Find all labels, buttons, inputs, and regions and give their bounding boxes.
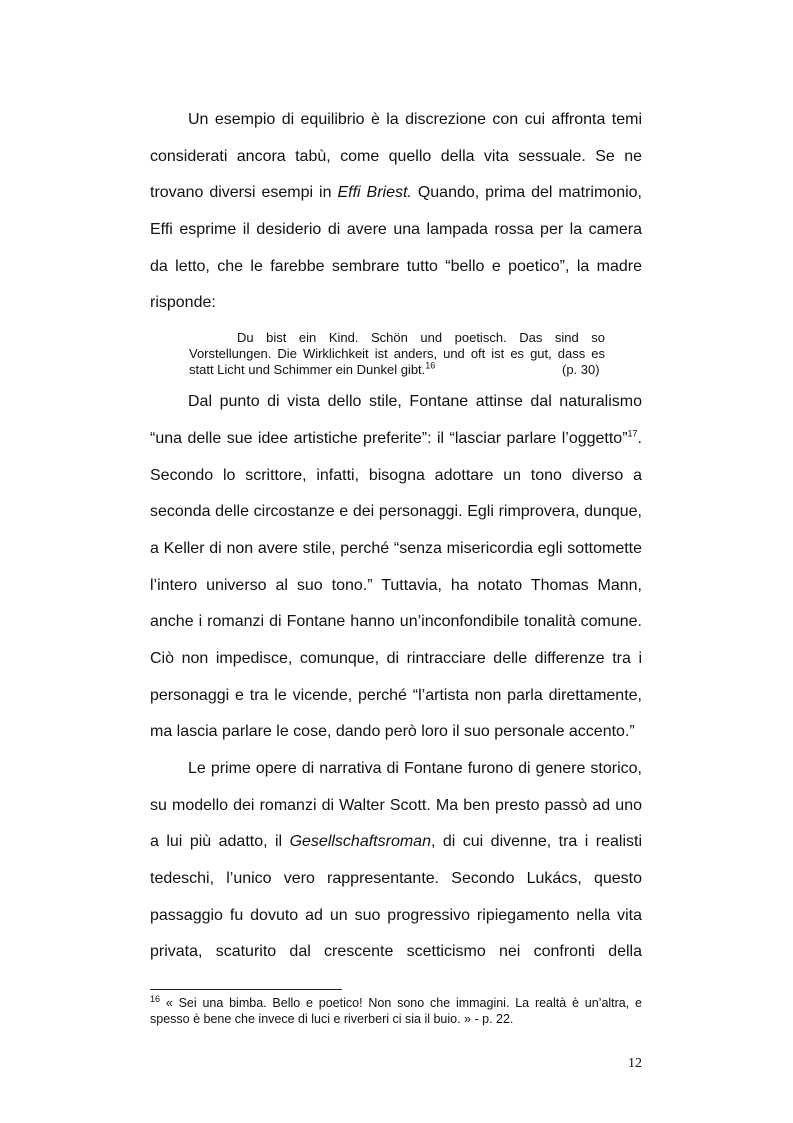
text-line: da letto, che le farebbe sembrare tutto “bello e poetico”, la madre [150, 258, 642, 275]
text-line: Le prime opere di narrativa di Fontane furono di genere storico, [188, 760, 642, 777]
text-line: risponde: [150, 294, 216, 311]
page-number: 12 [628, 1056, 642, 1071]
footnote-number: 16 [150, 993, 161, 1004]
text-line: Dal punto di vista dello stile, Fontane attinse dal naturalismo [188, 393, 642, 410]
quote-line: Vorstellungen. Die Wirklichkeit ist anders, und oft ist es gut, dass es [189, 346, 605, 361]
quote-line: statt Licht und Schimmer ein Dunkel gibt.$^{16}$ [189, 360, 436, 377]
text-line: Effi esprime il desiderio di avere una lampada rossa per la camera [150, 221, 642, 238]
text-line: a lui più adatto, il Gesellschaftsroman, di cui divenne, tra i realisti [150, 833, 642, 850]
footnote-line: spesso è bene che invece di luci e riverberi ci sia il buio. » - p. 22. [150, 1012, 514, 1026]
text-line: considerati ancora tabù, come quello della vita sessuale. Se ne [150, 148, 642, 165]
text-line: Un esempio di equilibrio è la discrezione con cui affronta temi [188, 111, 642, 128]
text-line: su modello dei romanzi di Walter Scott. Ma ben presto passò ad uno [150, 797, 642, 814]
footnote-ref-17[interactable]: 17 [627, 428, 638, 439]
text-line: Secondo lo scrittore, infatti, bisogna adottare un tono diverso a [150, 467, 642, 484]
quote-source: (p. 30) [562, 362, 600, 377]
text-line: seconda delle circostanze e dei personaggi. Egli rimprovera, dunque, [150, 503, 642, 520]
text-line: Ciò non impedisce, comunque, di rintracciare delle differenze tra i [150, 650, 642, 667]
book-title-effi-briest: Effi Briest. [337, 184, 412, 201]
text-line: “una delle sue idee artistiche preferite”: il “lasciar parlare l’oggetto”$^{17}$. [150, 428, 642, 447]
text-line: l’intero universo al suo tono.” Tuttavia, ha notato Thomas Mann, [150, 577, 642, 594]
text-line: ma lascia parlare le cose, dando però loro il suo personale accento.” [150, 723, 635, 740]
text-line: privata, scaturito dal crescente scetticismo nei confronti della [150, 943, 642, 960]
text-line: anche i romanzi di Fontane hanno un’inconfondibile tonalità comune. [150, 613, 642, 630]
text-line: personaggi e tra le vicende, perché “l’artista non parla direttamente, [150, 687, 642, 704]
footnote-separator [150, 989, 342, 990]
term-gesellschaftsroman: Gesellschaftsroman [289, 833, 431, 850]
text-line: trovano diversi esempi in Effi Briest. Quando, prima del matrimonio, [150, 184, 643, 201]
footnote-ref-16[interactable]: 16 [425, 360, 436, 371]
quote-line: Du bist ein Kind. Schön und poetisch. Das sind so [237, 330, 605, 345]
text-line: tedeschi, l’unico vero rappresentante. Secondo Lukács, questo [150, 870, 642, 887]
text-line: passaggio fu dovuto ad un suo progressivo ripiegamento nella vita [150, 907, 642, 924]
text-line: a Keller di non avere stile, perché “senza misericordia egli sottomette [150, 540, 642, 557]
footnote-line: $^{16}$ « Sei una bimba. Bello e poetico! Non sono che immagini. La realtà è un’altra, e [150, 993, 642, 1010]
